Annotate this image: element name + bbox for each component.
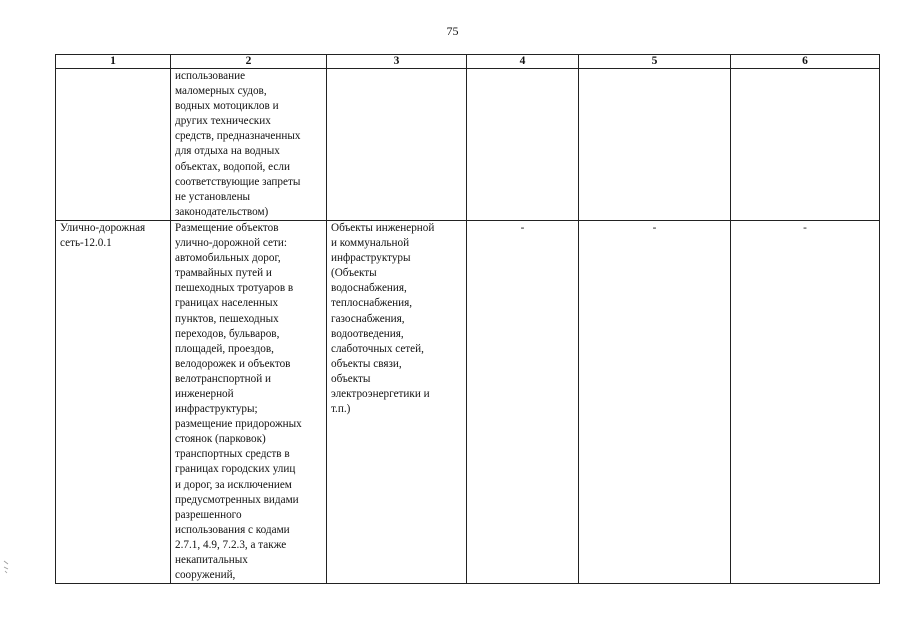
cell-text: Размещение объектов улично-дорожной сети: автомобильных дорог, трамвайных путей и пешеходных тротуаров в границах населенных пунктов, пешеходных переходов, бульваров, площадей, проездов, велодорожек и объектов велотранспортной и инженерной инфраструктуры; размещение придорожных стоянок (парковок) транспортных средств в границах городских улиц и дорог, за исключением предусмотренных видами разрешенного использования с кодами 2.7.1, 4.9, 7.2.3, а также некапитальных сооружений, (175, 221, 302, 582)
column-header-5: 5 (579, 55, 731, 69)
table-cell (731, 69, 880, 221)
column-header-4: 4 (467, 55, 579, 69)
scan-artifact (3, 560, 9, 574)
cell-text: - (652, 221, 657, 234)
table-cell (579, 220, 731, 583)
cell-text: Улично-дорожная сеть-12.0.1 (60, 221, 146, 250)
scan-mark-icon (3, 560, 9, 574)
column-header-1: 1 (56, 55, 171, 69)
column-header-6: 6 (731, 55, 880, 69)
cell-text: использование маломерных судов, водных мотоциклов и других технических средств, предназначенных для отдыха на водных объектах, водопой, если соответствующие запреты не установлены законодательством) (175, 70, 301, 218)
table-row (56, 220, 880, 583)
document-table (55, 54, 880, 584)
table-cell (579, 69, 731, 221)
table-cell (467, 69, 579, 221)
table-cell (327, 220, 467, 583)
table-cell (467, 220, 579, 583)
column-header-2: 2 (171, 55, 327, 69)
table-cell (56, 220, 171, 583)
table-row (56, 69, 880, 221)
column-header-3: 3 (327, 55, 467, 69)
table-cell (171, 69, 327, 221)
table-cell (327, 69, 467, 221)
cell-text: - (803, 221, 807, 234)
page-number: 75 (446, 24, 459, 38)
table-header-row (56, 55, 880, 69)
table-cell (56, 69, 171, 221)
cell-text: Объекты инженерной и коммунальной инфраструктуры (Объекты водоснабжения, теплоснабжения, газоснабжения, водоотведения, слаботочных сетей, объекты связи, объекты электроэнергетики и т.п.) (331, 221, 435, 416)
table-cell (171, 220, 327, 583)
cell-text: - (520, 221, 525, 234)
table-cell (731, 220, 880, 583)
